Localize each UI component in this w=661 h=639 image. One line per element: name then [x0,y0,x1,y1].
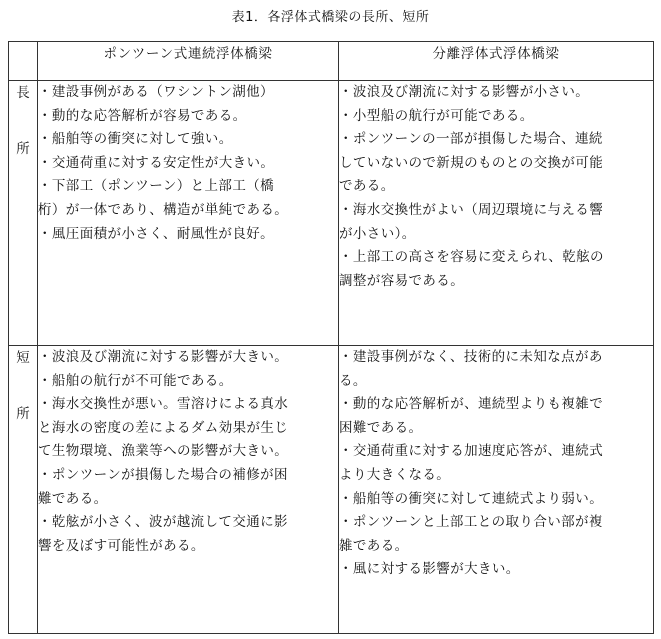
text-line: ・下部工（ポンツーン）と上部工（橋 [38,178,275,195]
text-line: ・上部工の高さを容易に変えられ、乾舷の [339,249,604,266]
text-line: 雑である。 [339,537,409,554]
cell-pontoon-disadvantages [38,346,339,634]
text-line: ・海水交換性がよい（周辺環境に与える響 [339,201,604,218]
text-line: ・ポンツーンの一部が損傷した場合、連続 [339,131,603,148]
text-line: 困難である。 [339,419,423,436]
text-line: て生物環境、漁業等への影響が大きい。 [38,443,289,460]
text-line: 桁）が一体であり、構造が単純である。 [38,201,289,218]
cell-separated-advantages [339,81,654,346]
row-label-char: 短 [16,350,30,366]
text-line: ・海水交換性が悪い。雪溶けによる真水 [38,396,289,413]
col-header-pontoon: ポンツーン式連続浮体橋梁 [38,42,339,81]
row-disadvantages [9,346,654,634]
col-header-separated: 分離浮体式浮体橋梁 [339,42,654,81]
text-line: が小さい）。 [339,225,416,242]
text-line: 難である。 [38,490,108,507]
text-line: ・小型船の航行が可能である。 [339,107,534,124]
text-line: る。 [339,372,367,389]
text-line: ・動的な応答解析が容易である。 [38,107,247,124]
row-label-disadvantages [9,346,38,634]
table-caption: 表1．各浮体式橋梁の長所、短所 [231,10,430,25]
text-line: ・船舶等の衝突に対して連続式より弱い。 [339,490,604,507]
row-advantages [9,81,654,346]
header-row [9,42,654,81]
row-label-advantages [9,81,38,346]
text-line: ・建設事例がなく、技術的に未知な点があ [339,349,603,365]
text-line: ・風に対する影響が大きい。 [339,561,520,578]
row-label-char: 所 [16,406,30,422]
row-label-char: 長 [16,85,30,101]
corner-cell [9,42,38,81]
text-line: ・交通荷重に対する加速度応答が、連続式 [339,443,604,460]
text-line: ・ポンツーンと上部工との取り合い部が複 [339,514,603,531]
text-line: ・船舶の航行が不可能である。 [38,372,233,389]
text-line: していないので新規のものとの交換が可能 [339,154,604,171]
text-line: 調整が容易である。 [339,272,465,289]
text-line: ・ポンツーンが損傷した場合の補修が困 [38,466,288,483]
text-line: ・風圧面積が小さく、耐風性が良好。 [38,225,275,242]
comparison-table [8,41,654,634]
text-line: ・船舶等の衝突に対して強い。 [38,131,233,148]
cell-separated-disadvantages [339,346,654,634]
text-line: ・交通荷重に対する安定性が大きい。 [38,154,275,171]
text-line: ・動的な応答解析が、連続型よりも複雑で [339,396,604,413]
cell-pontoon-advantages [38,81,339,346]
text-line: である。 [339,178,395,195]
text-line: より大きくなる。 [339,466,451,483]
text-line: 響を及ぼす可能性がある。 [38,537,205,554]
text-line: ・建設事例がある（ワシントン湖他） [38,84,274,100]
text-line: ・波浪及び潮流に対する影響が大きい。 [38,349,289,365]
row-label-char: 所 [16,141,30,157]
text-line: ・乾舷が小さく、波が越流して交通に影 [38,514,288,531]
text-line: ・波浪及び潮流に対する影響が小さい。 [339,84,590,100]
text-line: と海水の密度の差によるダム効果が生じ [38,419,289,436]
